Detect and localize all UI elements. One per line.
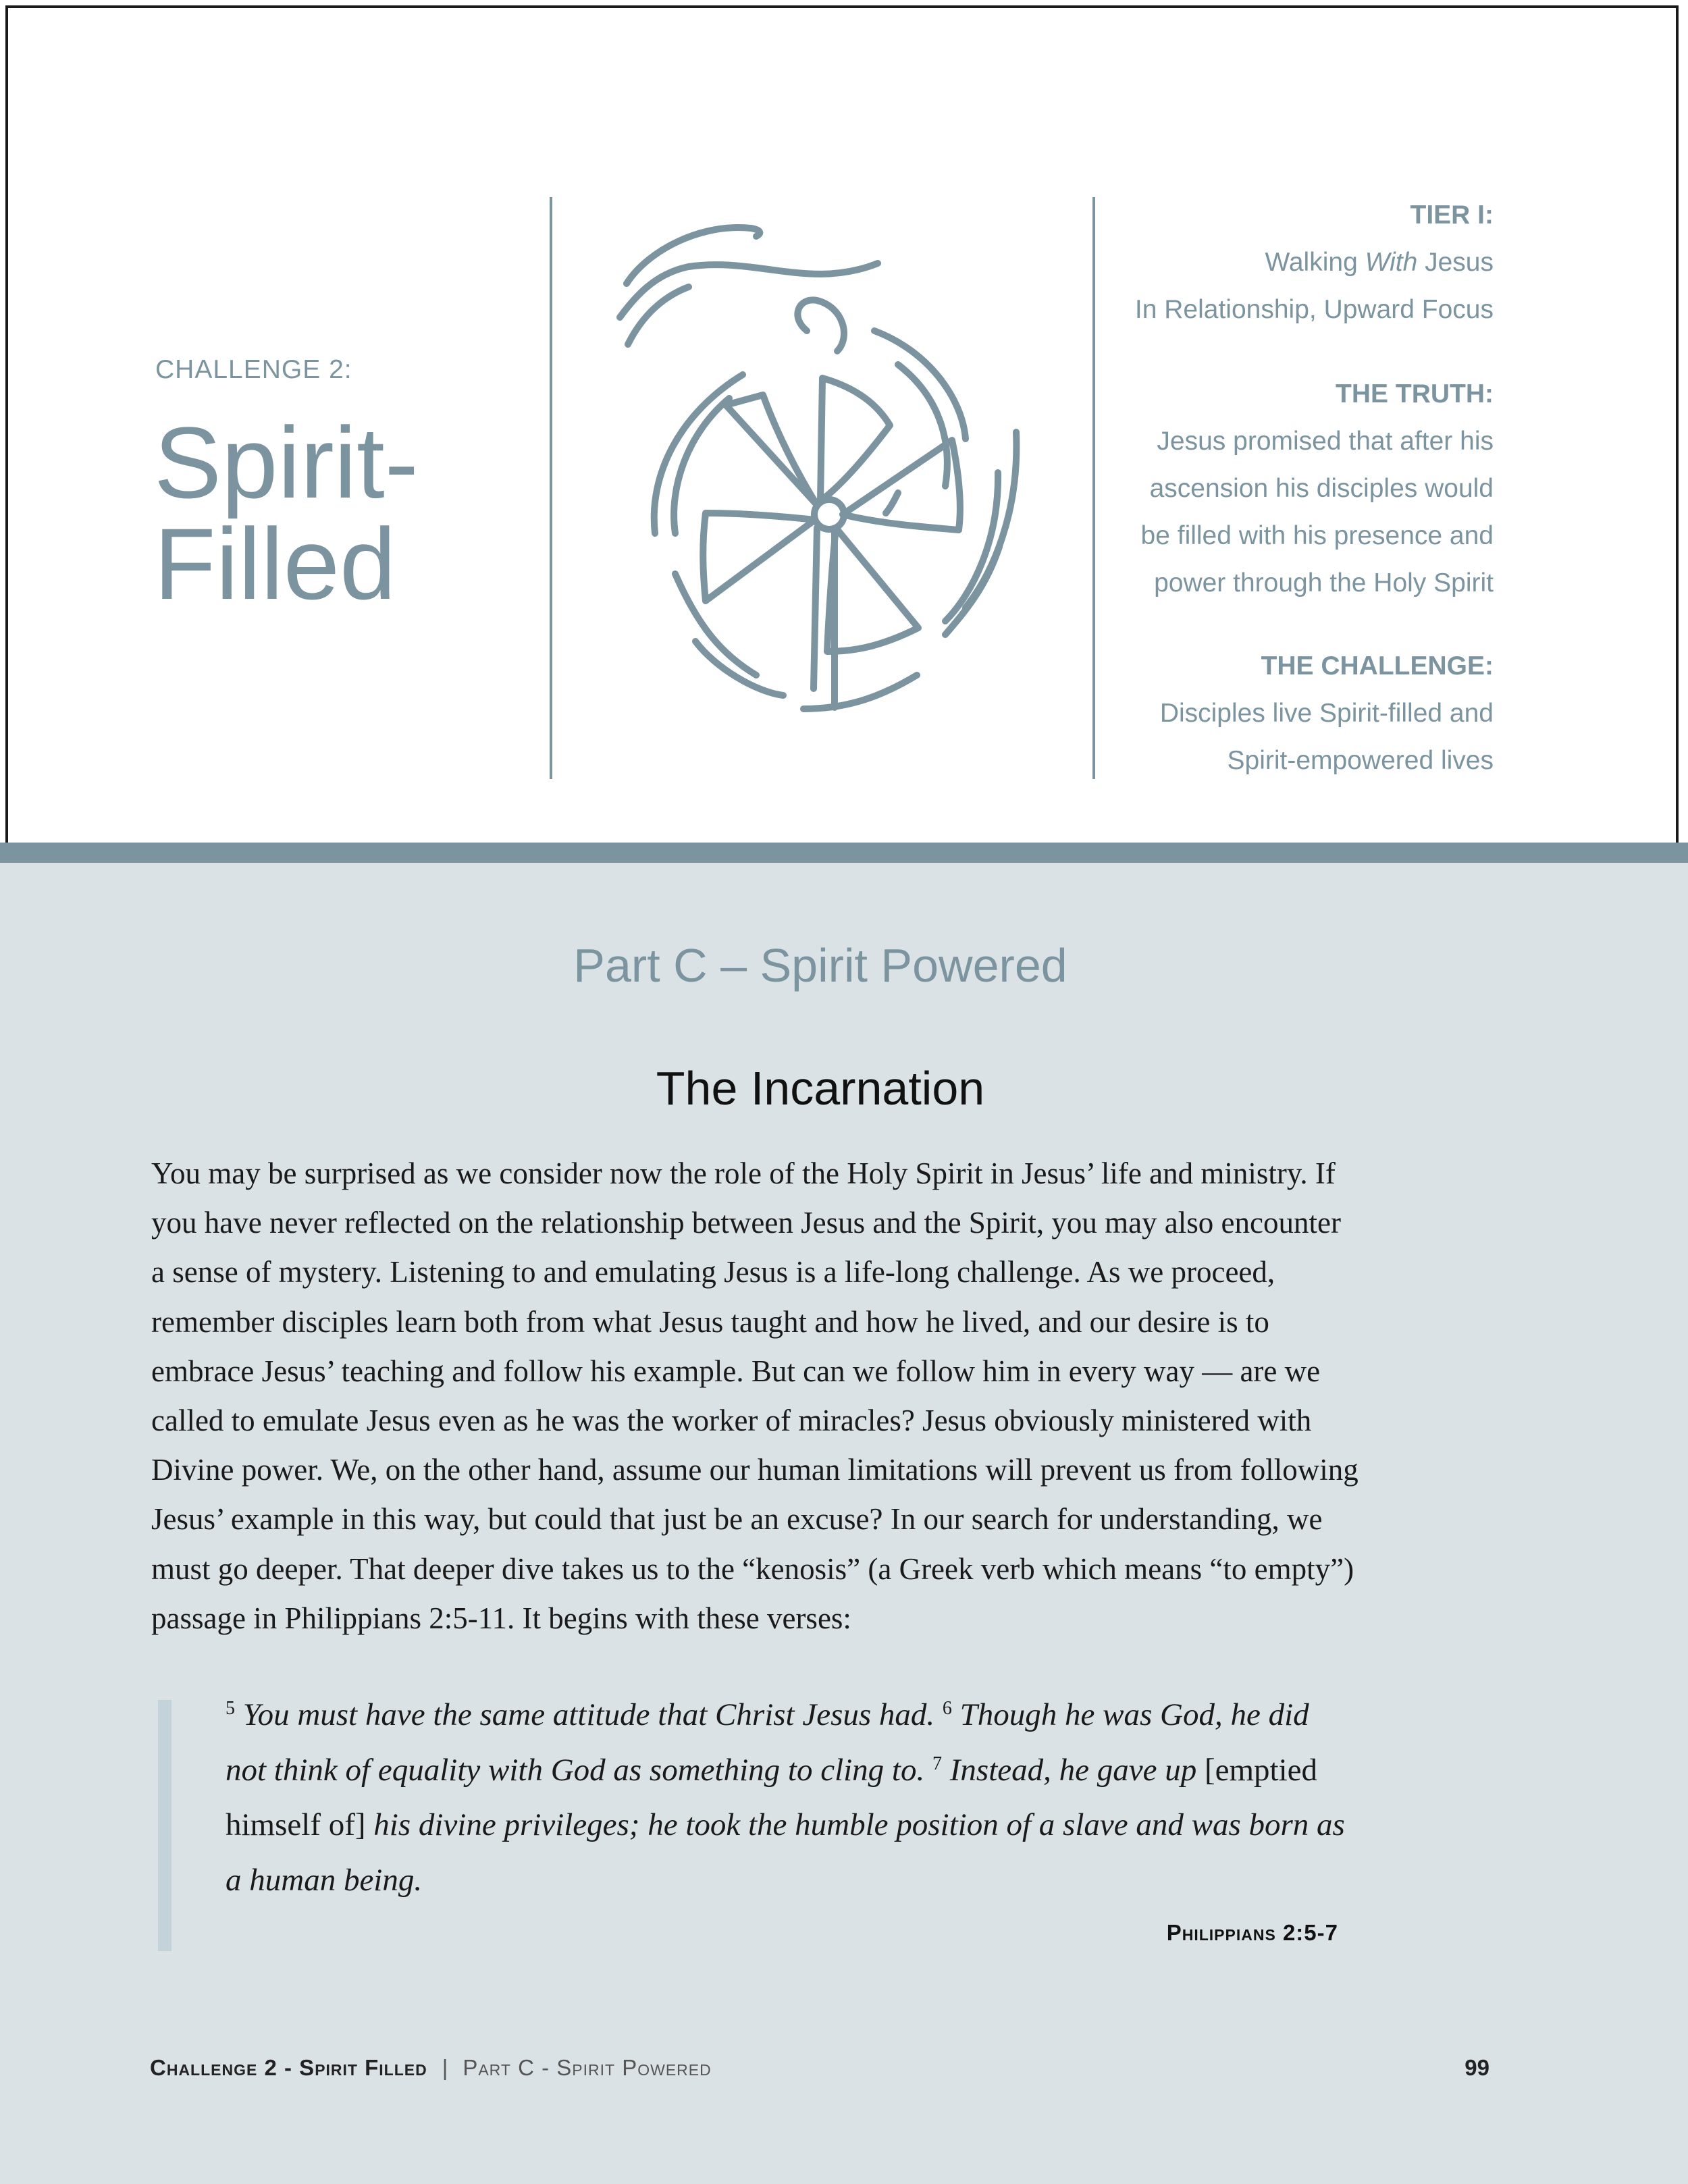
tier-line-2: In Relationship, Upward Focus bbox=[1134, 295, 1494, 324]
running-footer bbox=[150, 2055, 712, 2081]
truth-block bbox=[886, 371, 1494, 607]
paragraph-line: Divine power. We, on the other hand, assume our human limitations will prevent us from following bbox=[151, 1453, 1359, 1487]
paragraph-line: called to emulate Jesus even as he was the worker of miracles? Jesus obviously ministered with bbox=[151, 1404, 1312, 1438]
tier-block bbox=[886, 192, 1494, 334]
tier-heading: TIER I: bbox=[1410, 201, 1494, 230]
footer-section: Part C - Spirit Powered bbox=[463, 2055, 712, 2080]
footer-separator: | bbox=[442, 2055, 448, 2080]
challenge-title bbox=[154, 406, 419, 620]
quote-line: himself of] his divine privileges; he took the humble position of a slave and was born as bbox=[226, 1807, 1345, 1842]
verse-number: 5 bbox=[226, 1698, 235, 1719]
challenge-heading: THE CHALLENGE: bbox=[1261, 651, 1494, 681]
blockquote-bar bbox=[158, 1700, 172, 1951]
tier-emphasis: With bbox=[1365, 248, 1418, 277]
paragraph-line: you have never reflected on the relationship between Jesus and the Spirit, you may also encounter bbox=[151, 1206, 1341, 1240]
left-divider-line bbox=[550, 197, 552, 779]
challenge-block bbox=[886, 643, 1494, 784]
paragraph-line: must go deeper. That deeper dive takes us to the “kenosis” (a Greek verb which means “to empty”) bbox=[151, 1551, 1354, 1586]
body-paragraph bbox=[151, 1149, 1508, 1643]
paragraph-line: remember disciples learn both from what Jesus taught and how he lived, and our desire is to bbox=[151, 1304, 1269, 1339]
tier-line-1: Walking With Jesus bbox=[1265, 248, 1494, 277]
paragraph-line: passage in Philippians 2:5-11. It begins with these verses: bbox=[151, 1601, 851, 1635]
scripture-quote bbox=[226, 1688, 1441, 1908]
challenge-line: Spirit-empowered lives bbox=[1227, 746, 1494, 775]
truth-line: Jesus promised that after his bbox=[1157, 427, 1494, 456]
paragraph-line: You may be surprised as we consider now the role of the Holy Spirit in Jesus’ life and ministry. If bbox=[151, 1156, 1336, 1190]
page-number: 99 bbox=[1465, 2055, 1489, 2080]
verse-number: 6 bbox=[942, 1698, 952, 1719]
paragraph-line: a sense of mystery. Listening to and emulating Jesus is a life-long challenge. As we proceed, bbox=[151, 1255, 1275, 1289]
truth-line: ascension his disciples would bbox=[1149, 474, 1494, 503]
quote-line: not think of equality with God as something to cling to. $^7$ Instead, he gave up [emptied bbox=[226, 1752, 1318, 1788]
challenge-label: CHALLENGE 2: bbox=[155, 355, 352, 384]
truth-line: power through the Holy Spirit bbox=[1154, 568, 1494, 597]
verse-number: 7 bbox=[932, 1753, 942, 1774]
truth-heading: THE TRUTH: bbox=[1336, 379, 1494, 408]
title-line-2: Filled bbox=[154, 507, 396, 620]
paragraph-line: embrace Jesus’ teaching and follow his example. But can we follow him in every way — are we bbox=[151, 1354, 1321, 1388]
quote-citation: Philippians 2:5-7 bbox=[1166, 1920, 1338, 1945]
challenge-line: Disciples live Spirit-filled and bbox=[1159, 699, 1494, 728]
title-line-1: Spirit- bbox=[154, 406, 419, 519]
divider-band bbox=[0, 843, 1688, 863]
truth-line: be filled with his presence and bbox=[1140, 521, 1494, 550]
quote-line: $^5$ You must have the same attitude that Christ Jesus had. $^6$ Though he was God, he did bbox=[226, 1697, 1309, 1732]
footer-chapter: Challenge 2 - Spirit Filled bbox=[150, 2055, 427, 2080]
part-title: Part C – Spirit Powered bbox=[573, 939, 1067, 992]
quote-line: a human being. bbox=[226, 1862, 423, 1898]
section-title: The Incarnation bbox=[656, 1062, 985, 1115]
paragraph-line: Jesus’ example in this way, but could that just be an excuse? In our search for understanding, we bbox=[151, 1502, 1323, 1537]
